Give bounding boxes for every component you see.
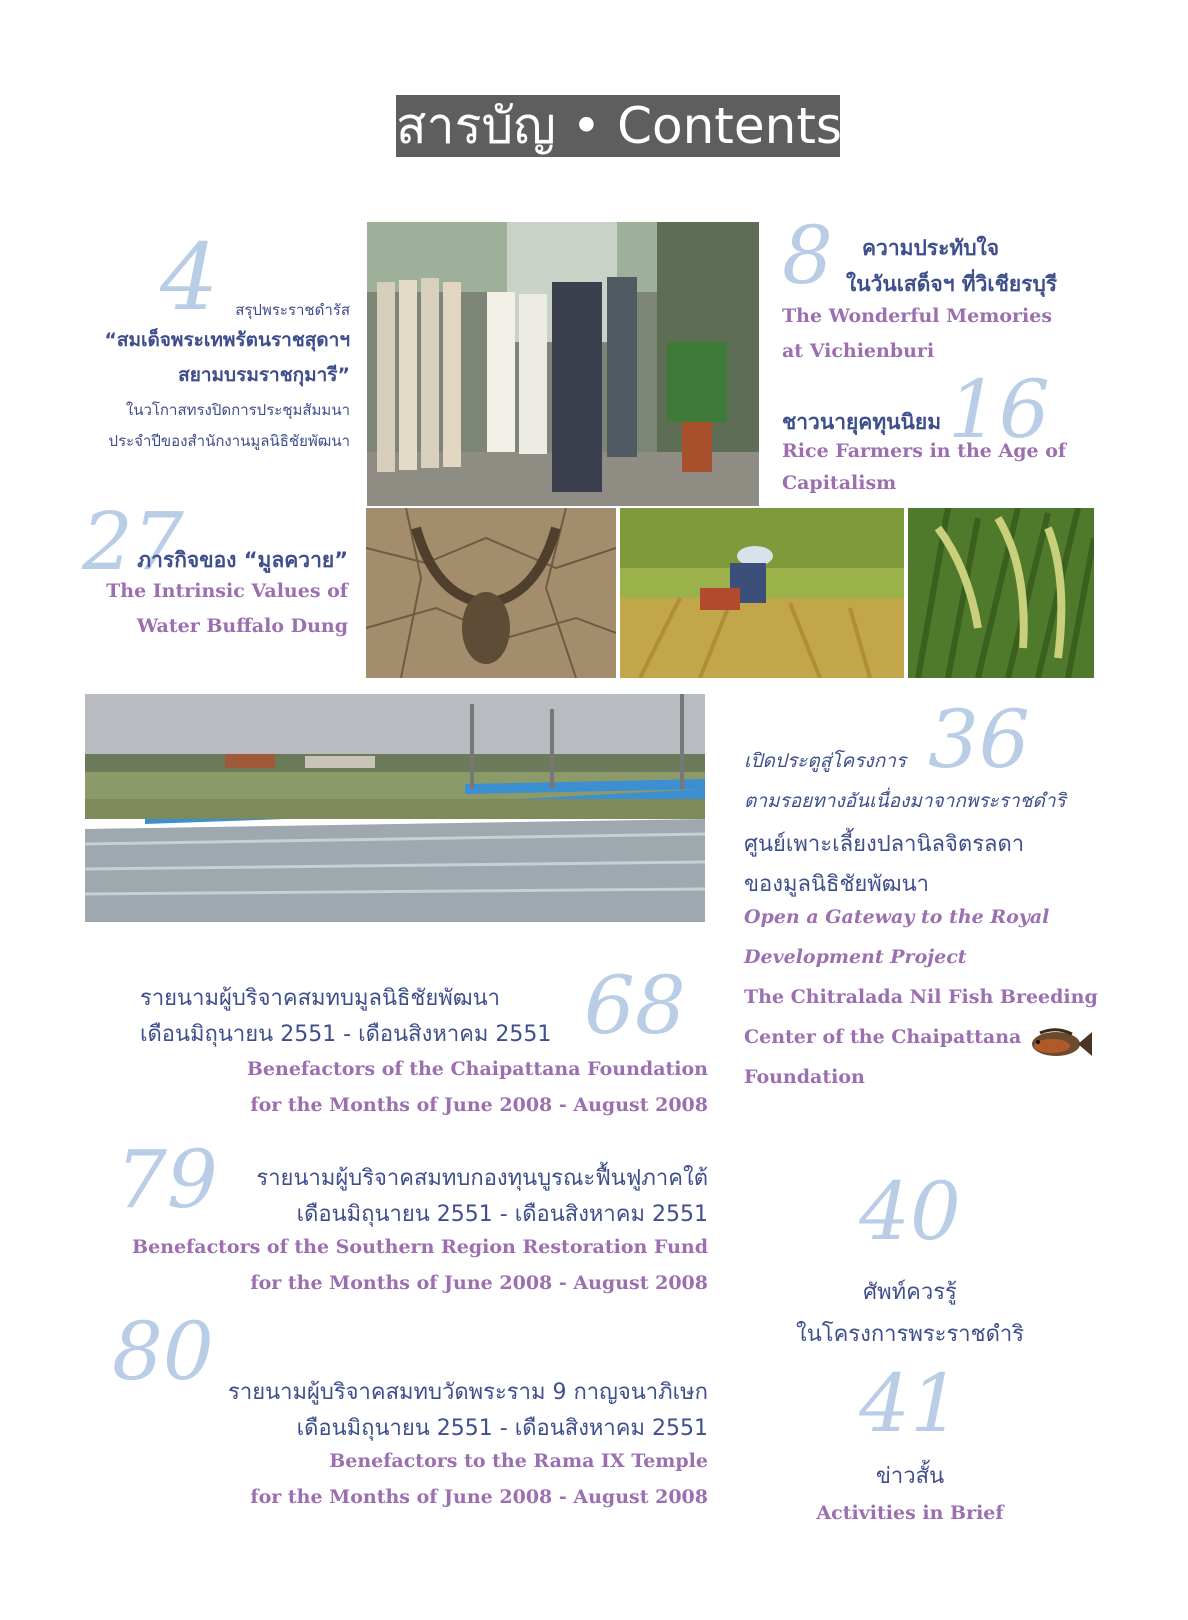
entry-80-english-line2[interactable]: for the Months of June 2008 - August 2008 <box>250 1486 708 1508</box>
page-number-27[interactable]: 27 <box>82 495 184 588</box>
page-number-79[interactable]: 79 <box>116 1133 218 1226</box>
entry-16-english-line2[interactable]: Capitalism <box>782 472 897 494</box>
entry-40-thai-line1[interactable]: ศัพท์ควรรู้ <box>863 1280 957 1305</box>
entry-36-thai-line3[interactable]: ศูนย์เพาะเลี้ยงปลานิลจิตรลดา <box>744 832 1025 857</box>
photo-buffalo-skull-in-dry-mud <box>366 508 616 678</box>
entry-27-thai-line1[interactable]: ภารกิจของ “มูลควาย” <box>137 548 348 572</box>
page-number-16[interactable]: 16 <box>948 363 1050 456</box>
entry-4-line2[interactable]: “สมเด็จพระเทพรัตนราชสุดาฯ <box>104 329 350 351</box>
entry-36-english-line3[interactable]: The Chitralada Nil Fish Breeding <box>744 986 1098 1008</box>
photo-farmer-in-rice-field <box>620 508 904 678</box>
entry-4-line1: สรุปพระราชดำรัส <box>235 301 350 319</box>
photo-royal-visit <box>367 222 759 506</box>
entry-36-english-line1[interactable]: Open a Gateway to the Royal <box>744 906 1050 928</box>
entry-27-english-line2[interactable]: Water Buffalo Dung <box>136 615 348 637</box>
entry-80-thai-line1[interactable]: รายนามผู้บริจาคสมทบวัดพระราม 9 กาญจนาภิเษก <box>228 1380 708 1405</box>
entry-8-english-line2[interactable]: at Vichienburi <box>782 340 935 362</box>
page-number-40[interactable]: 40 <box>859 1165 961 1258</box>
entry-79-thai-line2[interactable]: เดือนมิถุนายน 2551 - เดือนสิงหาคม 2551 <box>296 1202 708 1227</box>
entry-36-thai-line2[interactable]: ตามรอยทางอันเนื่องมาจากพระราชดำริ <box>744 790 1066 812</box>
page-title: สารบัญ • Contents <box>396 97 842 155</box>
entry-79-english-line2[interactable]: for the Months of June 2008 - August 2008 <box>250 1272 708 1294</box>
entry-80-thai-line2[interactable]: เดือนมิถุนายน 2551 - เดือนสิงหาคม 2551 <box>296 1416 708 1441</box>
page-number-8[interactable]: 8 <box>782 209 833 302</box>
entry-8-thai-line2[interactable]: ในวันเสด็จฯ ที่วิเชียรบุรี <box>846 272 1058 296</box>
entry-36-english-line4[interactable]: Center of the Chaipattana <box>744 1026 1022 1048</box>
entry-36-thai-line4[interactable]: ของมูลนิธิชัยพัฒนา <box>744 872 930 897</box>
entry-16-thai-line1[interactable]: ชาวนายุคทุนนิยม <box>782 410 942 434</box>
tilapia-fish-icon <box>1026 1024 1094 1064</box>
photo-fish-breeding-ponds <box>85 694 705 922</box>
entry-68-thai-line2[interactable]: เดือนมิถุนายน 2551 - เดือนสิงหาคม 2551 <box>140 1022 552 1047</box>
entry-16-english-line1[interactable]: Rice Farmers in the Age of <box>782 440 1067 462</box>
entry-68-english-line1[interactable]: Benefactors of the Chaipattana Foundation <box>246 1058 708 1080</box>
entry-68-thai-line1[interactable]: รายนามผู้บริจาคสมทบมูลนิธิชัยพัฒนา <box>140 986 501 1011</box>
entry-36-english-line2[interactable]: Development Project <box>744 946 967 968</box>
entry-36-english-line5[interactable]: Foundation <box>744 1066 865 1088</box>
page-number-80[interactable]: 80 <box>112 1305 214 1398</box>
entry-80-english-line1[interactable]: Benefactors to the Rama IX Temple <box>329 1450 708 1472</box>
page-number-4[interactable]: 4 <box>160 224 219 331</box>
entry-8-english-line1[interactable]: The Wonderful Memories <box>782 305 1053 327</box>
entry-41-english-line1[interactable]: Activities in Brief <box>816 1502 1004 1524</box>
entry-27-english-line1[interactable]: The Intrinsic Values of <box>106 580 348 602</box>
page-number-36[interactable]: 36 <box>928 693 1030 786</box>
entry-41-thai-line1[interactable]: ข่าวสั้น <box>875 1464 945 1489</box>
page-number-68[interactable]: 68 <box>584 959 686 1052</box>
entry-4-line3[interactable]: สยามบรมราชกุมารี” <box>178 364 350 386</box>
entry-36-thai-line1[interactable]: เปิดประตูสู่โครงการ <box>744 750 907 772</box>
entry-4-line5: ประจำปีของสำนักงานมูลนิธิชัยพัฒนา <box>108 432 350 450</box>
entry-8-thai-line1[interactable]: ความประทับใจ <box>862 236 1000 260</box>
entry-4-line4: ในวโกาสทรงปิดการประชุมสัมมนา <box>125 401 350 419</box>
entry-40-thai-line2[interactable]: ในโครงการพระราชดำริ <box>795 1322 1025 1347</box>
entry-68-english-line2[interactable]: for the Months of June 2008 - August 2008 <box>250 1094 708 1116</box>
entry-79-english-line1[interactable]: Benefactors of the Southern Region Restoration Fund <box>132 1236 708 1258</box>
entry-79-thai-line1[interactable]: รายนามผู้บริจาคสมทบกองทุนบูรณะฟื้นฟูภาคใต้ <box>256 1166 708 1191</box>
photo-rice-grains <box>908 508 1094 678</box>
page-number-41[interactable]: 41 <box>859 1357 961 1450</box>
